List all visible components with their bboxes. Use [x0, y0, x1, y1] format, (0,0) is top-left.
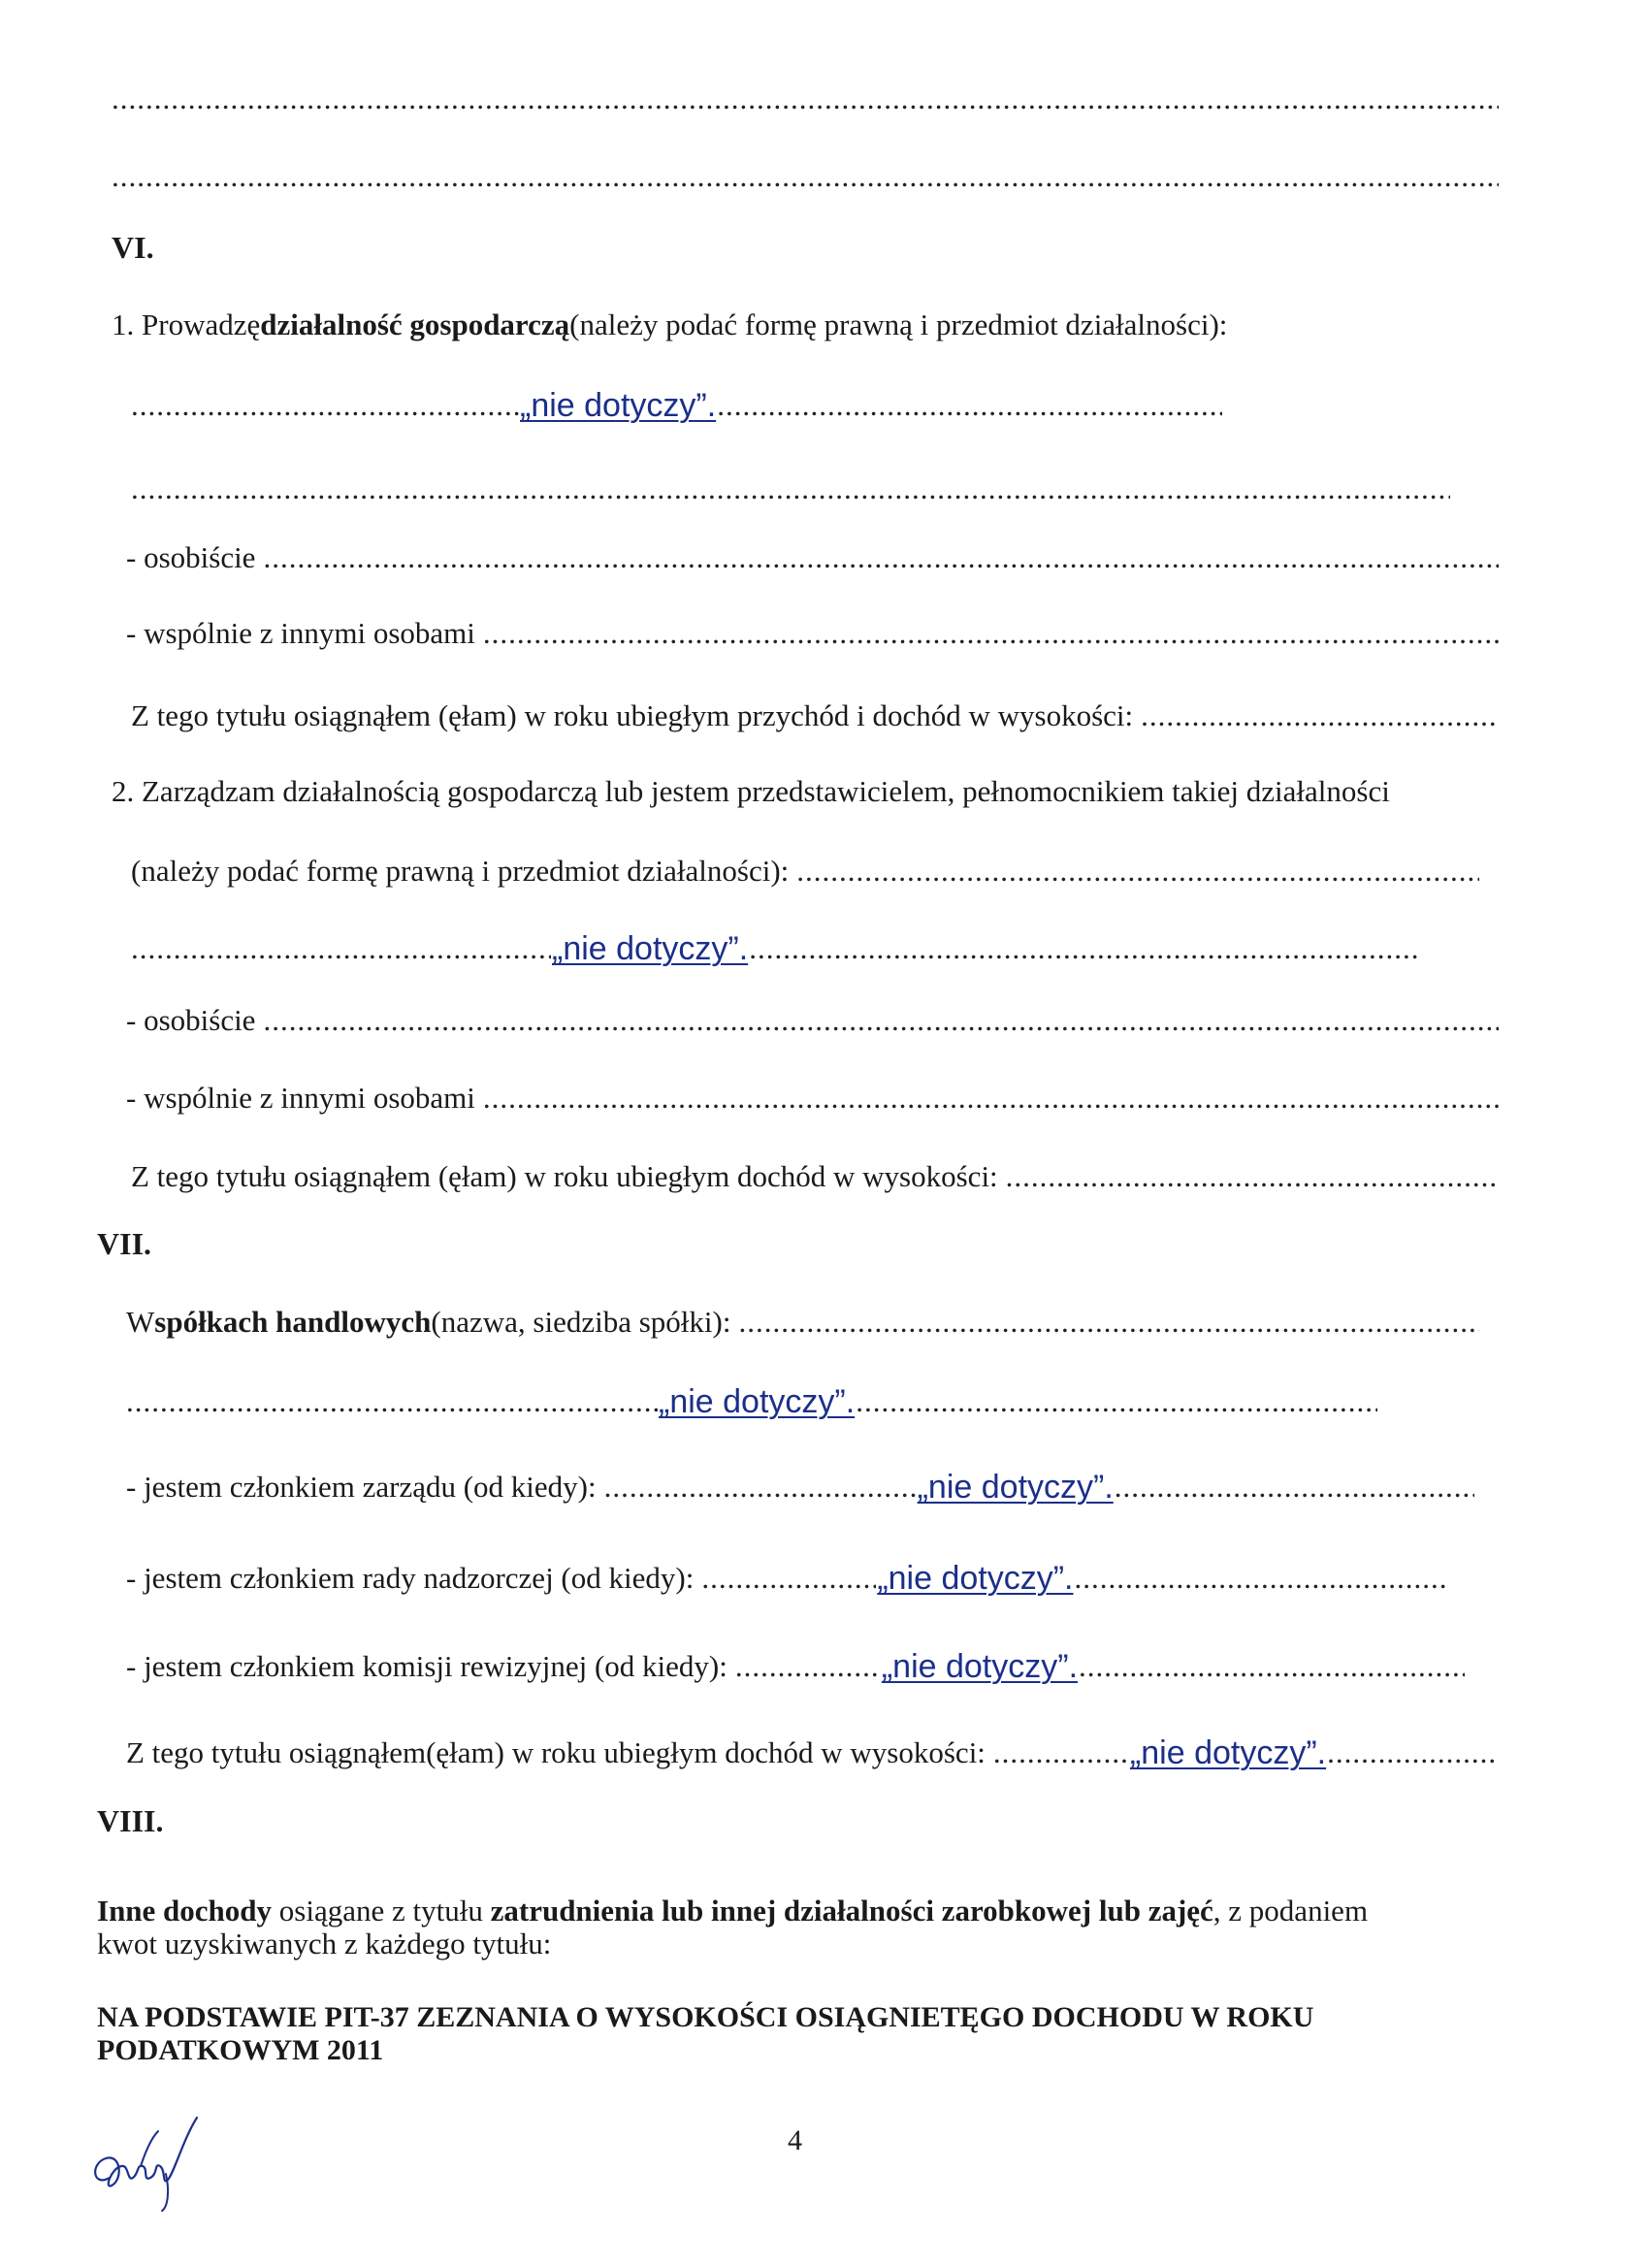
viii-answer — [97, 2001, 1513, 2067]
vi-q2-jointly — [126, 1079, 1499, 1118]
vii-intro-suffix: (nazwa, siedziba spółki): — [431, 1305, 731, 1339]
viii-bold-1: Inne dochody — [97, 1894, 273, 1928]
audit-label: - jestem członkiem komisji rewizyjnej (od kiedy): — [126, 1649, 728, 1683]
vii-audit — [126, 1647, 1465, 1686]
section-heading-viii: VIII. — [97, 1803, 164, 1838]
vi-question-2-line2 — [131, 852, 1479, 891]
jointly-label: - wspólnie z innymi osobami — [126, 616, 475, 650]
vii-intro-bold: spółkach handlowych — [154, 1305, 432, 1339]
dotted-line — [112, 80, 1499, 118]
vii-intro — [126, 1303, 1479, 1342]
vi-q2-text: 2. Zarządzam działalnością gospodarczą lub jestem przedstawicielem, pełnomocnikiem takiej działalności — [112, 774, 1390, 808]
viii-answer-line-2: PODATKOWYM 2011 — [97, 2034, 384, 2066]
vi-question-1 — [112, 306, 1227, 344]
viii-bold-2: zatrudnienia lub innej działalności zarobkowej lub zajęć — [490, 1894, 1213, 1928]
vi-q2-text-2: (należy podać formę prawną i przedmiot działalności): — [131, 854, 790, 888]
vi-q1-answer-line — [131, 386, 1222, 425]
vi-q2-personally — [126, 1001, 1499, 1040]
vi-q1-suffix: (należy podać formę prawną i przedmiot działalności): — [569, 308, 1228, 341]
income-label: Z tego tytułu osiągnąłem (ęłam) w roku ubiegłym dochód w wysokości: — [131, 1159, 998, 1193]
dotted-line — [112, 157, 1499, 196]
personally-label: - osobiście — [126, 540, 256, 574]
supervisory-label: - jestem członkiem rady nadzorczej (od kiedy): — [126, 1561, 695, 1595]
vii-intro-prefix: W — [126, 1305, 155, 1339]
section-heading-vi: VI. — [112, 230, 154, 265]
vi-q1-prefix: 1. Prowadzę — [112, 308, 261, 341]
viii-line-2: kwot uzyskiwanych z każdego tytułu: — [97, 1927, 552, 1960]
page-number: 4 — [788, 2124, 802, 2156]
section-heading-vii: VII. — [97, 1226, 152, 1261]
vi-q1-bold: działalność gospodarczą — [260, 308, 570, 341]
income-label: Z tego tytułu osiągnąłem(ęłam) w roku ubiegłym dochód w wysokości: — [126, 1735, 986, 1769]
vii-answer: „nie dotyczy”. — [659, 1383, 856, 1420]
vii-supervisory — [126, 1559, 1445, 1598]
vii-income-answer: „nie dotyczy”. — [1129, 1734, 1327, 1771]
vi-income-1 — [131, 697, 1499, 735]
vii-supervisory-answer: „nie dotyczy”. — [877, 1560, 1074, 1597]
vii-board — [126, 1468, 1474, 1507]
vii-answer-line — [126, 1382, 1377, 1421]
vii-board-answer: „nie dotyczy”. — [917, 1469, 1114, 1506]
vi-q1-jointly — [126, 614, 1499, 653]
vi-q1-personally — [126, 538, 1499, 577]
dotted-line — [131, 470, 1450, 508]
vi-q1-answer: „nie dotyczy”. — [520, 387, 717, 424]
vi-question-2-line1 — [112, 772, 1390, 811]
viii-description — [97, 1895, 1504, 1960]
viii-line-1 — [97, 1895, 1504, 1928]
vi-income-2 — [131, 1157, 1499, 1196]
signature-icon — [82, 2110, 209, 2217]
viii-text-2: , z podaniem — [1212, 1894, 1369, 1928]
board-label: - jestem członkiem zarządu (od kiedy): — [126, 1470, 597, 1504]
vi-q2-answer-line — [131, 929, 1421, 968]
jointly-label: - wspólnie z innymi osobami — [126, 1081, 475, 1115]
viii-text-1: osiągane z tytułu — [272, 1894, 491, 1928]
vii-audit-answer: „nie dotyczy”. — [881, 1648, 1079, 1685]
income-label: Z tego tytułu osiągnąłem (ęłam) w roku ubiegłym przychód i dochód w wysokości: — [131, 698, 1134, 732]
personally-label: - osobiście — [126, 1003, 256, 1037]
viii-answer-line-1: NA PODSTAWIE PIT-37 ZEZNANIA O WYSOKOŚCI OSIĄGNIETĘGO DOCHODU W ROKU — [97, 2001, 1314, 2033]
vii-income — [126, 1733, 1499, 1772]
vi-q2-answer: „nie dotyczy”. — [552, 930, 749, 967]
